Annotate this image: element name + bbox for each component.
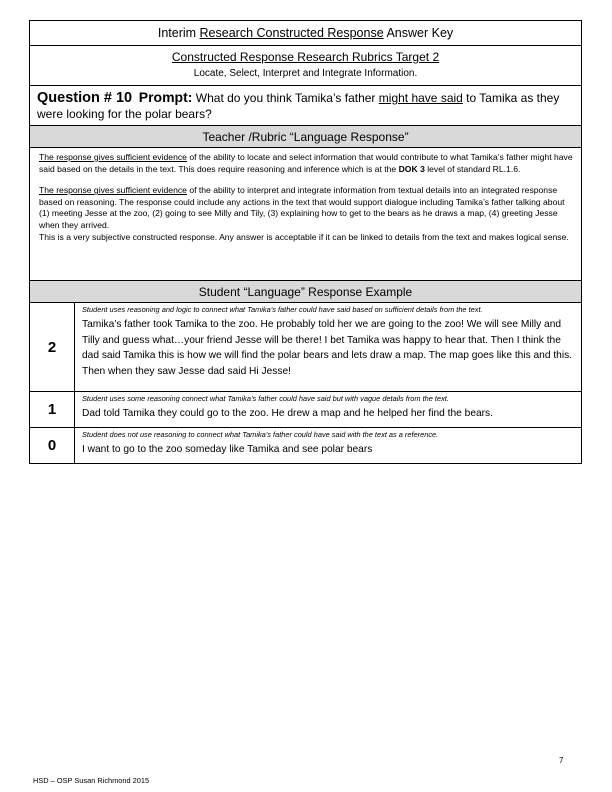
score-row-0 (30, 428, 581, 463)
rubric-target-subtitle: Locate, Select, Interpret and Integrate Information. (193, 68, 418, 79)
title-suffix: Answer Key (386, 26, 454, 40)
score-value: 1 (30, 392, 75, 427)
score-description: Student uses reasoning and logic to connect what Tamika’s father could have said based on sufficient details from the text. (82, 305, 483, 314)
page-number: 7 (559, 756, 564, 765)
question-number: Question # 10 (37, 90, 133, 106)
student-response-heading: Student “Language” Response Example (30, 281, 581, 303)
rubric-paragraph-3: This is a very subjective constructed response. Any answer is acceptable if it can be linked to details from the text and makes logical sense. (39, 231, 569, 242)
student-response: Dad told Tamika they could go to the zoo. He drew a map and he helped her find the bears. (82, 408, 493, 419)
score-value: 2 (30, 303, 75, 391)
score-description: Student uses some reasoning connect what Tamika’s father could have said but with vague details from the text. (82, 394, 449, 403)
rubric-target-title: Constructed Response Research Rubrics Target 2 (171, 50, 440, 64)
rubric-target-header (30, 46, 581, 86)
prompt-text-after: to Tamika as they were looking for the polar bears? (37, 91, 560, 121)
prompt-text-before: What do you think Tamika’s father (195, 91, 376, 105)
answer-key-table (29, 20, 582, 464)
score-row-2 (30, 303, 581, 392)
score-row-1 (30, 392, 581, 428)
student-response: I want to go to the zoo someday like Tamika and see polar bears (82, 444, 373, 455)
student-response-rows (30, 303, 581, 463)
rubric-paragraph-1: The response gives sufficient evidence of the ability to locate and select information that would contribute to what Tamika’s father might have said based on the details in the text. This does require reasoning and inference which is at the DOK 3 level of standard RL.1.6. (39, 152, 573, 174)
document-title (30, 21, 581, 46)
teacher-rubric-heading: Teacher /Rubric “Language Response” (30, 126, 581, 148)
rubric-paragraph-2: The response gives sufficient evidence of the ability to interpret and integrate information from textual details into an integrated response based on reasoning. The response could include any actions in the text that would support dialogue including Tamika’s father talking about (1) meeting Jesse at the zoo, (2) going to see Milly and Tily, (3) explaining how to get to the bears as he draws a map, (4) greeting Jesse when they arrived. (39, 185, 565, 230)
score-value: 0 (30, 428, 75, 463)
student-response: Tamika’s father took Tamika to the zoo. He probably told her we are going to the zoo! We will see Milly and Tilly and guess what…your friend Jesse will be there! I bet Tamika was happy to hear that. Then I think the dad said Tamika this is how we will find the polar bears and lets draw a map. The map goes like this and this. Then when they saw Jesse dad said Hi Jesse! (82, 319, 573, 377)
score-description: Student does not use reasoning to connect what Tamika’s father could have said with the text as a reference. (82, 430, 439, 439)
teacher-rubric-body (30, 148, 581, 281)
prompt-text-emphasis: might have said (378, 91, 463, 105)
question-prompt (30, 86, 581, 126)
title-underlined: Research Constructed Response (199, 26, 384, 40)
prompt-label: Prompt: (138, 89, 193, 105)
footer-credit: HSD – OSP Susan Richmond 2015 (33, 776, 150, 785)
title-prefix: Interim (157, 26, 197, 40)
